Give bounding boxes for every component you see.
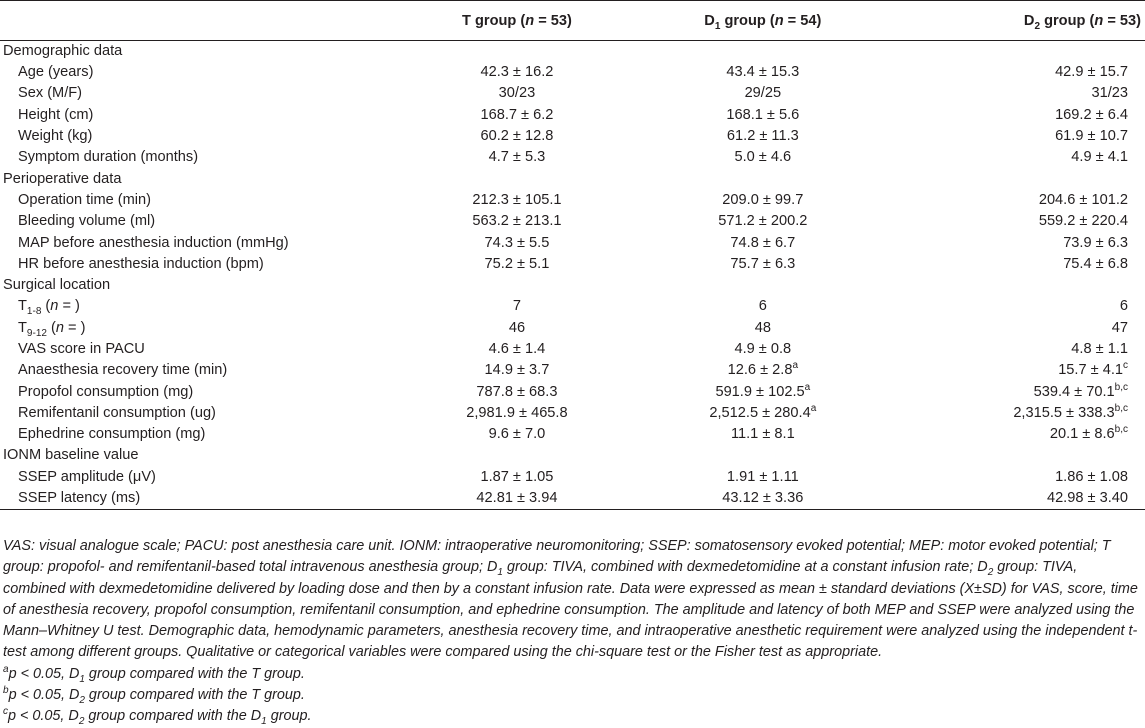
cell-d2-group: 15.7 ± 4.1$^c$ [1058, 360, 1128, 379]
row-label: MAP before anesthesia induction (mmHg) [18, 234, 289, 251]
cell-d1-group: 43.12 ± 3.36 [639, 488, 886, 510]
cell-d1-group: 48 [754, 319, 771, 336]
section-row [0, 445, 1145, 466]
table-row [0, 232, 1145, 253]
cell-t-group: 30/23 [498, 85, 536, 102]
table-row [0, 381, 1145, 402]
cell-t-group: 212.3 ± 105.1 [472, 191, 562, 208]
cell-t-group: 1.87 ± 1.05 [480, 468, 554, 485]
cell-d2-group: 1.86 ± 1.08 [1055, 468, 1128, 485]
row-label: Height (cm) [18, 106, 94, 123]
cell-d2-group: $20.1 \pm 8.6^{b,c}$ [1049, 424, 1128, 443]
cell-t-group: 787.8 ± 68.3 [476, 383, 558, 400]
row-label: Operation time (min) [18, 191, 152, 208]
cell-d1-group: 6 [758, 298, 767, 315]
section-label: IONM baseline value [3, 447, 139, 464]
cell-d1-group: 61.2 ± 11.3 [726, 128, 799, 145]
row-label: Sex (M/F) [18, 85, 83, 102]
table-body [0, 41, 1145, 510]
row-label: Weight (kg) [18, 128, 93, 145]
header-blank [0, 1, 395, 41]
cell-d1-group: 75.7 ± 6.3 [730, 255, 796, 272]
cell-d2-group: $2,315.5 \pm 338.3^{b,c}$ [1013, 403, 1128, 421]
cell-d1-group: 5.0 ± 4.6 [734, 149, 792, 166]
table-row [0, 190, 1145, 211]
cell-d2-group: 42.9 ± 15.7 [1055, 64, 1128, 81]
cell-t-group: 9.6 ± 7.0 [488, 426, 546, 443]
table-row [0, 105, 1145, 126]
table-row [0, 488, 1145, 510]
cell-d1-group: 4.9 ± 0.8 [734, 341, 792, 357]
table-row [0, 318, 1145, 339]
cell-d2-group: 4.9 ± 4.1 [1071, 149, 1128, 166]
cell-d1-group: 43.4 ± 15.3 [726, 64, 800, 81]
header-row [0, 1, 1145, 41]
cell-t-group: 42.3 ± 16.2 [480, 64, 554, 81]
cell-d2-group: 31/23 [1091, 85, 1128, 102]
cell-d1-group: 1.91 ± 1.11 [726, 468, 799, 485]
table-row [0, 339, 1145, 360]
table-row [0, 296, 1145, 317]
cell-t-group: 168.7 ± 6.2 [480, 106, 554, 123]
row-label: Age (years) [18, 64, 94, 81]
table-row [0, 254, 1145, 275]
cell-d1-group: 209.0 ± 99.7 [722, 191, 804, 208]
cell-d2-group: 75.4 ± 6.8 [1063, 255, 1128, 272]
table-row [0, 424, 1145, 445]
cell-t-group: 4.6 ± 1.4 [488, 341, 546, 357]
table-row [0, 126, 1145, 147]
row-label: SSEP latency (ms) [0, 488, 395, 510]
row-label: Bleeding volume (ml) [18, 213, 156, 230]
row-label: $T_{9-12}$ (n = ) [18, 319, 86, 339]
section-label: Surgical location [3, 277, 111, 294]
cell-d1-group: 74.8 ± 6.7 [730, 234, 796, 251]
footnote-a: $^a$p < 0.05, $D_1$ group compared with the T group. [3, 663, 305, 685]
cell-d2-group: 6 [1119, 298, 1128, 315]
cell-d1-group: 11.1 ± 8.1 [730, 426, 795, 443]
footnote-abbreviations: VAS: visual analogue scale; PACU: post anesthesia care unit. IONM: intraoperative neuromonitoring; SSEP: somatosensory evoked potential; MEP: motor evoked potential; T group: propofol- and remifentanil-based total intravenous anesthesia group; $D_1$ group: TIVA, combined with dexmedetomidine at a constant infusion rate; $D_2$ group: TIVA, combined with dexmedetomidine delivered by loading dose and then by a constant infusion rate. Data were expressed as mean ± standard deviations (X±SD) for VAS, score, time of anesthesia recovery, propofol consumption, remifentanil consumption, and ephedrine consumption. The amplitude and latency of both MEP and SSEP were analyzed using the Mann–Whitney U test. Demographic data, hemodynamic parameters, anesthesia recovery time, and intraoperative anesthetic requirement were analyzed using the independent t-test among different groups. Qualitative or categorical variables were compared using the chi-square test or the Fisher test as appropriate. [3, 538, 1138, 661]
cell-d2-group: 61.9 ± 10.7 [1055, 128, 1128, 145]
table-row [0, 83, 1145, 104]
footnote-b: $^b$p < 0.05, $D_2$ group compared with the T group. [3, 685, 305, 706]
cell-d1-group: 168.1 ± 5.6 [726, 106, 800, 123]
table-row [0, 360, 1145, 381]
row-label: $T_{1-8}$ (n = ) [18, 298, 80, 318]
row-label: Anaesthesia recovery time (min) [18, 362, 228, 379]
cell-t-group: 46 [508, 319, 526, 336]
cell-d1-group: 591.9 ± 102.5$^a$ [715, 381, 811, 400]
footnote-c: $^c$p < 0.05, $D_2$ group compared with the $D_1$ group. [3, 706, 312, 728]
table-row [0, 62, 1145, 83]
cell-d1-group: 12.6 ± 2.8$^a$ [727, 360, 799, 379]
cell-d2-group: 169.2 ± 6.4 [1055, 106, 1128, 123]
header-t-group: T group (n = 53) [395, 1, 639, 41]
table-row [0, 147, 1145, 168]
row-label: SSEP amplitude (μV) [18, 468, 156, 485]
row-label: VAS score in PACU [18, 341, 145, 357]
section-label: Perioperative data [3, 170, 122, 187]
cell-d2-group: 73.9 ± 6.3 [1063, 234, 1128, 251]
cell-d2-group: 4.8 ± 1.1 [1071, 341, 1128, 357]
row-label: HR before anesthesia induction (bpm) [18, 255, 264, 272]
cell-d1-group: 2,512.5 ± 280.4$^a$ [709, 403, 817, 421]
cell-t-group: 42.81 ± 3.94 [395, 488, 639, 510]
cell-d2-group: 559.2 ± 220.4 [1038, 213, 1128, 230]
cell-t-group: 75.2 ± 5.1 [484, 255, 550, 272]
table-row [0, 211, 1145, 232]
header-d1-group: $D_1$ group (n = 54) [639, 1, 886, 41]
cell-d2-group: $539.4 \pm 70.1^{b,c}$ [1033, 381, 1128, 400]
cell-t-group: 74.3 ± 5.5 [484, 234, 550, 251]
table-row [0, 467, 1145, 488]
section-label: Demographic data [3, 43, 123, 59]
row-label: Remifentanil consumption (ug) [18, 404, 216, 421]
cell-t-group: 14.9 ± 3.7 [484, 362, 550, 379]
cell-d1-group: 29/25 [744, 85, 782, 102]
section-row [0, 275, 1145, 296]
table-row [0, 403, 1145, 424]
cell-t-group: 60.2 ± 12.8 [480, 128, 554, 145]
cell-d1-group: 571.2 ± 200.2 [718, 213, 808, 230]
table-header [0, 1, 1145, 41]
section-row [0, 168, 1145, 189]
cell-d2-group: 47 [1111, 319, 1128, 336]
cell-d2-group: 204.6 ± 101.2 [1038, 191, 1128, 208]
cell-d2-group: 42.98 ± 3.40 [887, 488, 1145, 510]
table-footnotes [3, 536, 1141, 728]
row-label: Symptom duration (months) [18, 149, 199, 166]
row-label: Propofol consumption (mg) [18, 383, 194, 400]
row-label: Ephedrine consumption (mg) [18, 426, 206, 443]
header-d2-group: $D_2$ group (n = 53) [887, 1, 1145, 41]
section-row [0, 41, 1145, 63]
cell-t-group: 4.7 ± 5.3 [488, 149, 546, 166]
cell-t-group: 7 [512, 298, 521, 315]
cell-t-group: 563.2 ± 213.1 [472, 213, 562, 230]
cell-t-group: 2,981.9 ± 465.8 [466, 404, 568, 421]
